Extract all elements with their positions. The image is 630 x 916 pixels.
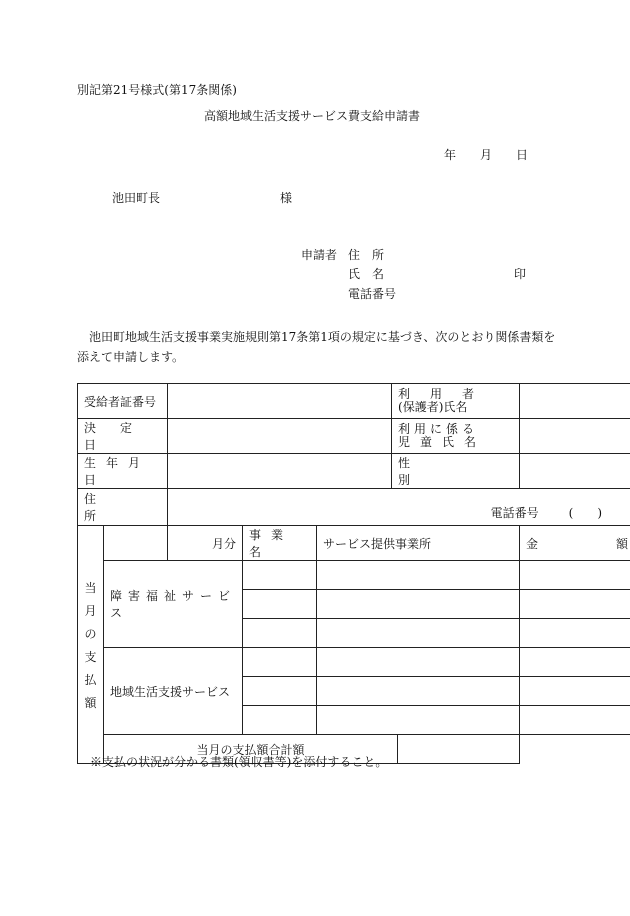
child-name-value[interactable] — [520, 419, 630, 454]
date-month: 月 — [480, 148, 493, 162]
disability-row3-provider[interactable] — [317, 619, 520, 648]
phone-label: 電話番号 — [348, 287, 397, 301]
form-number: 別記第21号様式(第17条関係) — [77, 83, 237, 97]
community-row2-provider[interactable] — [317, 677, 520, 706]
addressee: 池田町長 — [112, 191, 161, 205]
disability-row1-provider[interactable] — [317, 561, 520, 590]
recipient-number-label: 受給者証番号 — [78, 384, 168, 419]
community-row3-provider[interactable] — [317, 706, 520, 735]
user-name-label-line1: 利用者 — [398, 387, 495, 401]
disability-row3-business[interactable] — [243, 619, 317, 648]
disability-row3-amount[interactable] — [520, 619, 630, 648]
date-day: 日 — [516, 148, 529, 162]
amount-header-char-2: 額 — [616, 536, 629, 551]
child-name-label-line2: 児童氏名 — [398, 435, 487, 449]
header-blank-cell — [104, 526, 168, 561]
disability-row2-provider[interactable] — [317, 590, 520, 619]
honorific: 様 — [280, 191, 293, 205]
child-name-label-line1: 利用に係る — [398, 422, 479, 436]
phone-number-parens: ( ) — [568, 506, 603, 520]
date-year: 年 — [444, 148, 457, 162]
community-row1-business[interactable] — [243, 648, 317, 677]
gender-label: 性別 — [392, 454, 520, 489]
disability-service-label: 障害福祉サービス — [104, 561, 243, 648]
birth-date-value[interactable] — [168, 454, 392, 489]
name-label: 氏 名 — [348, 267, 385, 281]
address-row-label: 住所 — [78, 489, 168, 526]
community-row1-amount[interactable] — [520, 648, 630, 677]
community-row2-business[interactable] — [243, 677, 317, 706]
recipient-number-value[interactable] — [168, 384, 392, 419]
provider-column-header: サービス提供事業所 — [317, 526, 520, 561]
vertical-label-char: 月 — [84, 603, 97, 618]
user-name-value[interactable] — [520, 384, 630, 419]
disability-row1-amount[interactable] — [520, 561, 630, 590]
vertical-label-char: の — [84, 626, 97, 641]
gender-value[interactable] — [520, 454, 630, 489]
vertical-label-char: 払 — [84, 672, 97, 687]
address-label: 住 所 — [348, 248, 385, 262]
seal-label: 印 — [514, 267, 527, 281]
disability-row2-business[interactable] — [243, 590, 317, 619]
birth-date-label: 生年月日 — [78, 454, 168, 489]
decision-date-value[interactable] — [168, 419, 392, 454]
body-text-line-2: 添えて申請します。 — [77, 350, 185, 364]
vertical-label-char: 額 — [84, 695, 97, 710]
community-row3-amount[interactable] — [520, 706, 630, 735]
amount-column-header — [520, 526, 630, 561]
vertical-label-char: 当 — [84, 580, 97, 595]
business-name-column-header: 事業名 — [243, 526, 317, 561]
community-row3-business[interactable] — [243, 706, 317, 735]
community-service-label: 地域生活支援サービス — [104, 648, 243, 735]
form-title: 高額地域生活支援サービス費支給申請書 — [204, 109, 421, 123]
total-label: 当月の支払額合計額 — [104, 735, 398, 764]
community-row1-provider[interactable] — [317, 648, 520, 677]
application-table — [77, 383, 630, 764]
address-row-value[interactable] — [168, 489, 630, 526]
amount-header-char-1: 金 — [526, 536, 539, 551]
community-row2-amount[interactable] — [520, 677, 630, 706]
disability-row1-business[interactable] — [243, 561, 317, 590]
footnote: ※支払の状況が分かる書類(領収書等)を添付すること。 — [90, 755, 388, 769]
phone-number-label: 電話番号 — [490, 506, 539, 520]
vertical-label-char: 支 — [84, 649, 97, 664]
child-name-label — [392, 419, 520, 454]
body-text-line-1: 池田町地域生活支援事業実施規則第17条第1項の規定に基づき、次のとおり関係書類を — [89, 330, 556, 344]
user-name-label — [392, 384, 520, 419]
applicant-label: 申請者 — [301, 248, 338, 262]
user-name-label-line2: (保護者)氏名 — [398, 400, 468, 414]
total-amount-value[interactable] — [398, 735, 520, 764]
disability-row2-amount[interactable] — [520, 590, 630, 619]
monthly-payment-vertical-label — [78, 526, 104, 764]
month-column-header: 月分 — [168, 526, 243, 561]
decision-date-label: 決定日 — [78, 419, 168, 454]
